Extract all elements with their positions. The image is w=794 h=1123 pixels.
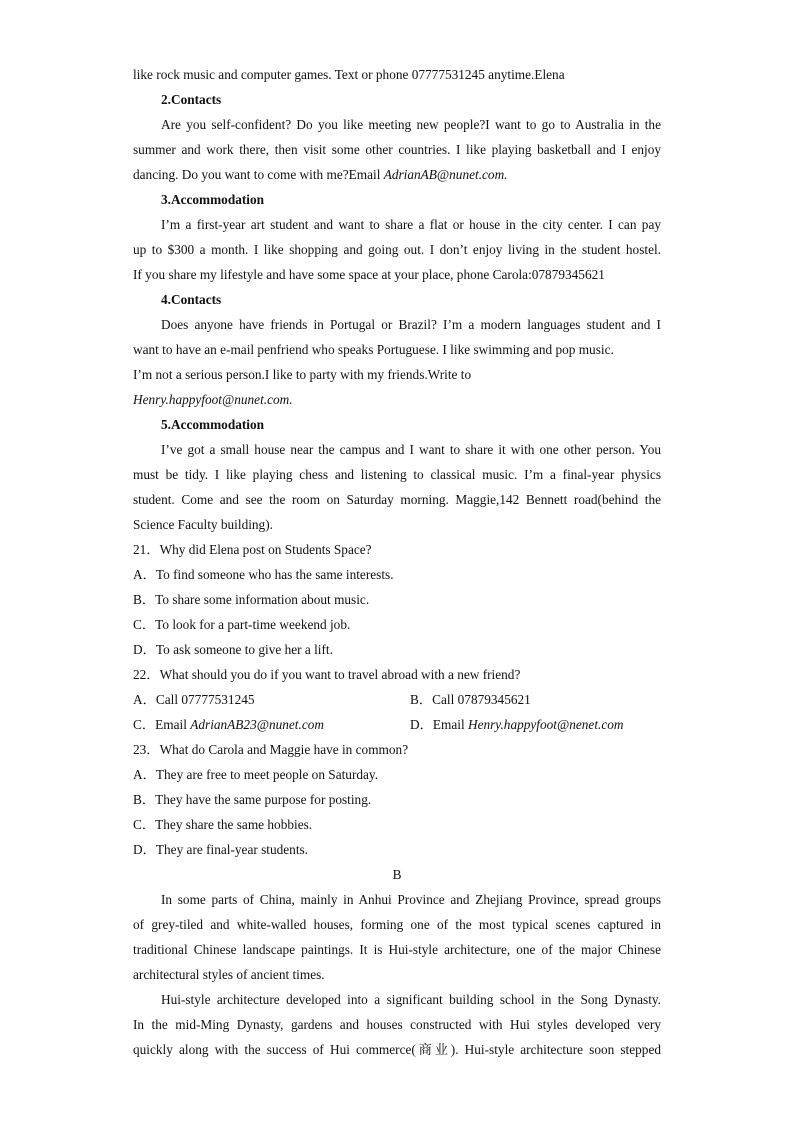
- option-21-c: C．To look for a part-time weekend job.: [133, 617, 351, 632]
- option-22-c: [133, 712, 410, 737]
- section-label: B: [392, 867, 402, 882]
- text-column: [133, 62, 661, 1062]
- option-22-b: B．Call 07879345621: [410, 692, 531, 707]
- ad-heading-3: 3.Accommodation: [161, 192, 265, 207]
- option-row: [133, 687, 661, 712]
- text-line: I’m a first-year art student and want to share a flat or house in the city center. I can pay: [161, 217, 661, 232]
- text-line: like rock music and computer games. Text or phone 07777531245 anytime.Elena: [133, 67, 565, 82]
- option-23-c: C．They share the same hobbies.: [133, 817, 313, 832]
- question-22: 22．What should you do if you want to travel abroad with a new friend?: [133, 667, 521, 682]
- text-line: student. Come and see the room on Saturday morning. Maggie,142 Bennett road(behind the: [133, 492, 661, 507]
- text-line: [133, 162, 661, 187]
- text-line: must be tidy. I like playing chess and listening to classical music. I’m a final-year physics: [133, 467, 661, 482]
- text-span: D．Email: [410, 717, 468, 732]
- text-line: Are you self-confident? Do you like meeting new people?I want to go to Australia in the: [161, 117, 661, 132]
- option-23-a: A．They are free to meet people on Saturday.: [133, 767, 379, 782]
- ad-heading-4: 4.Contacts: [161, 292, 222, 307]
- email-text: AdrianAB@nunet.com.: [383, 167, 508, 182]
- email-text: Henry.happyfoot@nunet.com.: [133, 392, 293, 407]
- option-23-b: B．They have the same purpose for posting.: [133, 792, 372, 807]
- text-line: Hui-style architecture developed into a significant building school in the Song Dynasty.: [161, 992, 661, 1007]
- text-line: [133, 387, 661, 412]
- text-line: Does anyone have friends in Portugal or Brazil? I’m a modern languages student and I: [161, 317, 661, 332]
- text-line: Science Faculty building).: [133, 517, 273, 532]
- ad-heading-5: 5.Accommodation: [161, 417, 265, 432]
- option-22-a: A．Call 07777531245: [133, 692, 255, 707]
- text-line: I’ve got a small house near the campus and I want to share it with one other person. You: [161, 442, 661, 457]
- text-line: If you share my lifestyle and have some space at your place, phone Carola:07879345621: [133, 267, 605, 282]
- option-22-d: [410, 712, 624, 737]
- text-span: dancing. Do you want to come with me?Email: [133, 167, 384, 182]
- option-21-b: B．To share some information about music.: [133, 592, 370, 607]
- text-line: summer and work there, then visit some other countries. I like playing basketball and I enjoy: [133, 142, 661, 157]
- text-line: quickly along with the success of Hui commerce(商业). Hui-style architecture soon stepped: [133, 1042, 661, 1057]
- option-row: [133, 712, 661, 737]
- email-text: AdrianAB23@nunet.com: [190, 717, 324, 732]
- text-line: In the mid-Ming Dynasty, gardens and houses constructed with Hui styles developed very: [133, 1017, 661, 1032]
- text-line: architectural styles of ancient times.: [133, 967, 325, 982]
- text-line: up to $300 a month. I like shopping and going out. I don’t enjoy living in the student hostel.: [133, 242, 661, 257]
- text-line: I’m not a serious person.I like to party with my friends.Write to: [133, 367, 472, 382]
- text-line: In some parts of China, mainly in Anhui Province and Zhejiang Province, spread groups: [161, 892, 661, 907]
- text-line: traditional Chinese landscape paintings. It is Hui-style architecture, one of the major Chinese: [133, 942, 661, 957]
- option-21-a: A．To find someone who has the same interests.: [133, 567, 394, 582]
- text-line: want to have an e-mail penfriend who speaks Portuguese. I like swimming and pop music.: [133, 342, 614, 357]
- question-23: 23．What do Carola and Maggie have in common?: [133, 742, 409, 757]
- question-21: 21．Why did Elena post on Students Space?: [133, 542, 372, 557]
- text-line: of grey-tiled and white-walled houses, forming one of the most typical scenes captured in: [133, 917, 661, 932]
- email-text: Henry.happyfoot@nenet.com: [467, 717, 624, 732]
- option-21-d: D．To ask someone to give her a lift.: [133, 642, 333, 657]
- text-span: C．Email: [133, 717, 191, 732]
- ad-heading-2: 2.Contacts: [161, 92, 222, 107]
- option-23-d: D．They are final-year students.: [133, 842, 309, 857]
